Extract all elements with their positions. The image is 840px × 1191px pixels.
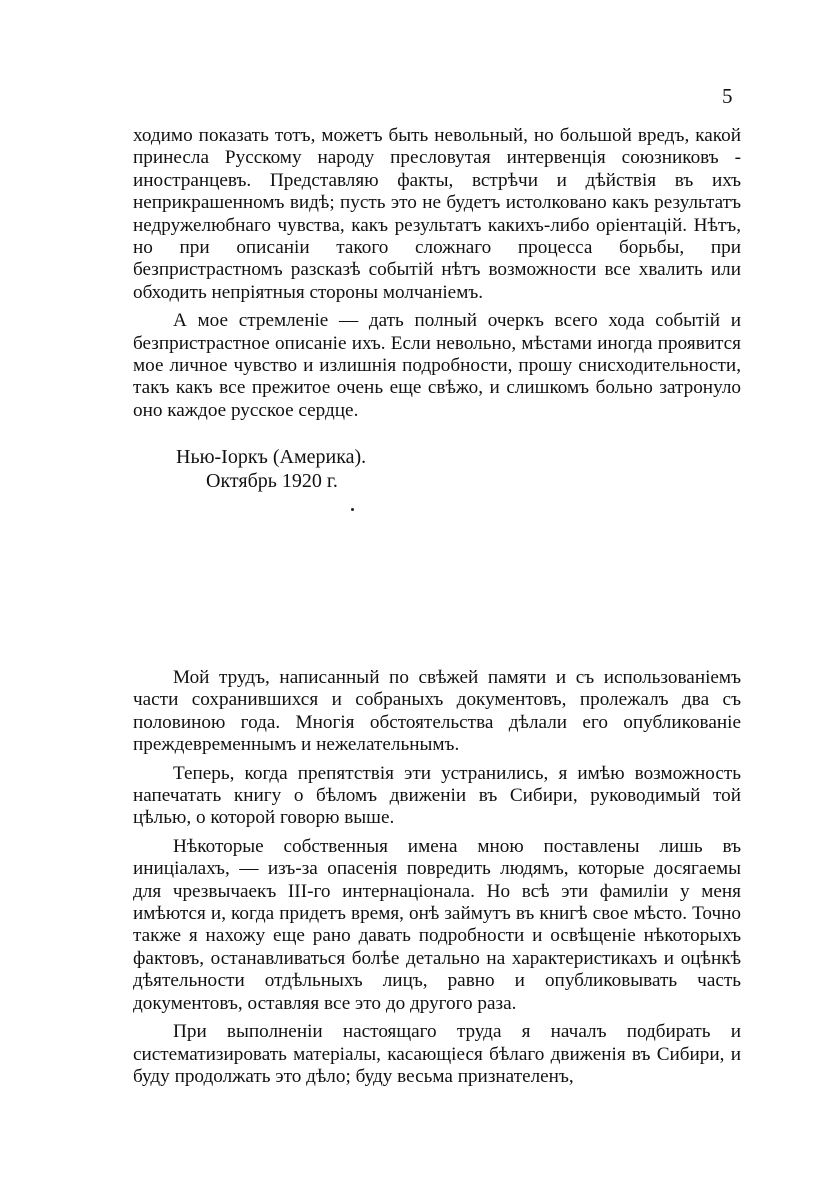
print-speck (351, 508, 354, 511)
paragraph: А мое стремленіе — дать полный очеркъ всего хода событій и безпристрастное описаніе ихъ. Если невольно, мѣстами иногда проявится мое личное чувство и излишнія подробности, прошу снисходительности, такъ какъ все прежитое очень еще свѣжо, и слишкомъ больно затронуло оно каждое русское сердце. (133, 310, 741, 421)
paragraph: Теперь, когда препятствія эти устранились, я имѣю возможность напечатать книгу о бѣломъ движеніи въ Сибири, руководимый той цѣлью, о которой говорю выше. (133, 762, 741, 829)
signature-place: Нью-Іоркъ (Америка). (176, 446, 367, 468)
preface-section-1 (133, 125, 741, 428)
signature-date: Октябрь 1920 г. (206, 470, 338, 492)
paragraph-continuation: ходимо показать тотъ, можетъ быть невольный, но большой вредъ, какой принесла Русскому народу пресловутая интервенція союзниковъ - иностранцевъ. Представляю факты, встрѣчи и дѣйствія въ ихъ неприкрашенномъ видѣ; пусть это не будетъ истолковано какъ результатъ недружелюбнаго чувства, какъ результатъ какихъ-либо оріентацій. Нѣтъ, но при описаніи такого сложнаго процесса борьбы, при безпристрастномъ разсказѣ событій нѣтъ возможности все хвалить или обходить непріятныя стороны молчаніемъ. (133, 125, 741, 303)
paragraph: Мой трудъ, написанный по свѣжей памяти и съ использованіемъ части сохранившихся и собраныхъ документовъ, пролежалъ два съ половиною года. Многія обстоятельства дѣлали его опубликованіе преждевременнымъ и нежелательнымъ. (133, 667, 741, 756)
page-number: 5 (722, 84, 733, 108)
paragraph: Нѣкоторые собственныя имена мною поставлены лишь въ иниціалахъ, — изъ-за опасенія повредить людямъ, которые досягаемы для чрезвычаекъ III-го интернаціонала. Но всѣ эти фамиліи у меня имѣются и, когда придетъ время, онѣ займутъ въ книгѣ свое мѣсто. Точно также я нахожу еще рано давать подробности и освѣщеніе нѣкоторыхъ фактовъ, останавливаться болѣе детально на характеристикахъ и оцѣнкѣ дѣятельности отдѣльныхъ лицъ, равно и опубликовывать часть документовъ, оставляя все это до другого раза. (133, 835, 741, 1014)
signature (176, 445, 366, 493)
paragraph: При выполненіи настоящаго труда я началъ подбирать и систематизировать матеріалы, касающіеся бѣлаго движенія въ Сибири, и буду продолжать это дѣло; буду весьма признателенъ, (133, 1021, 741, 1087)
preface-section-2 (133, 667, 741, 1094)
